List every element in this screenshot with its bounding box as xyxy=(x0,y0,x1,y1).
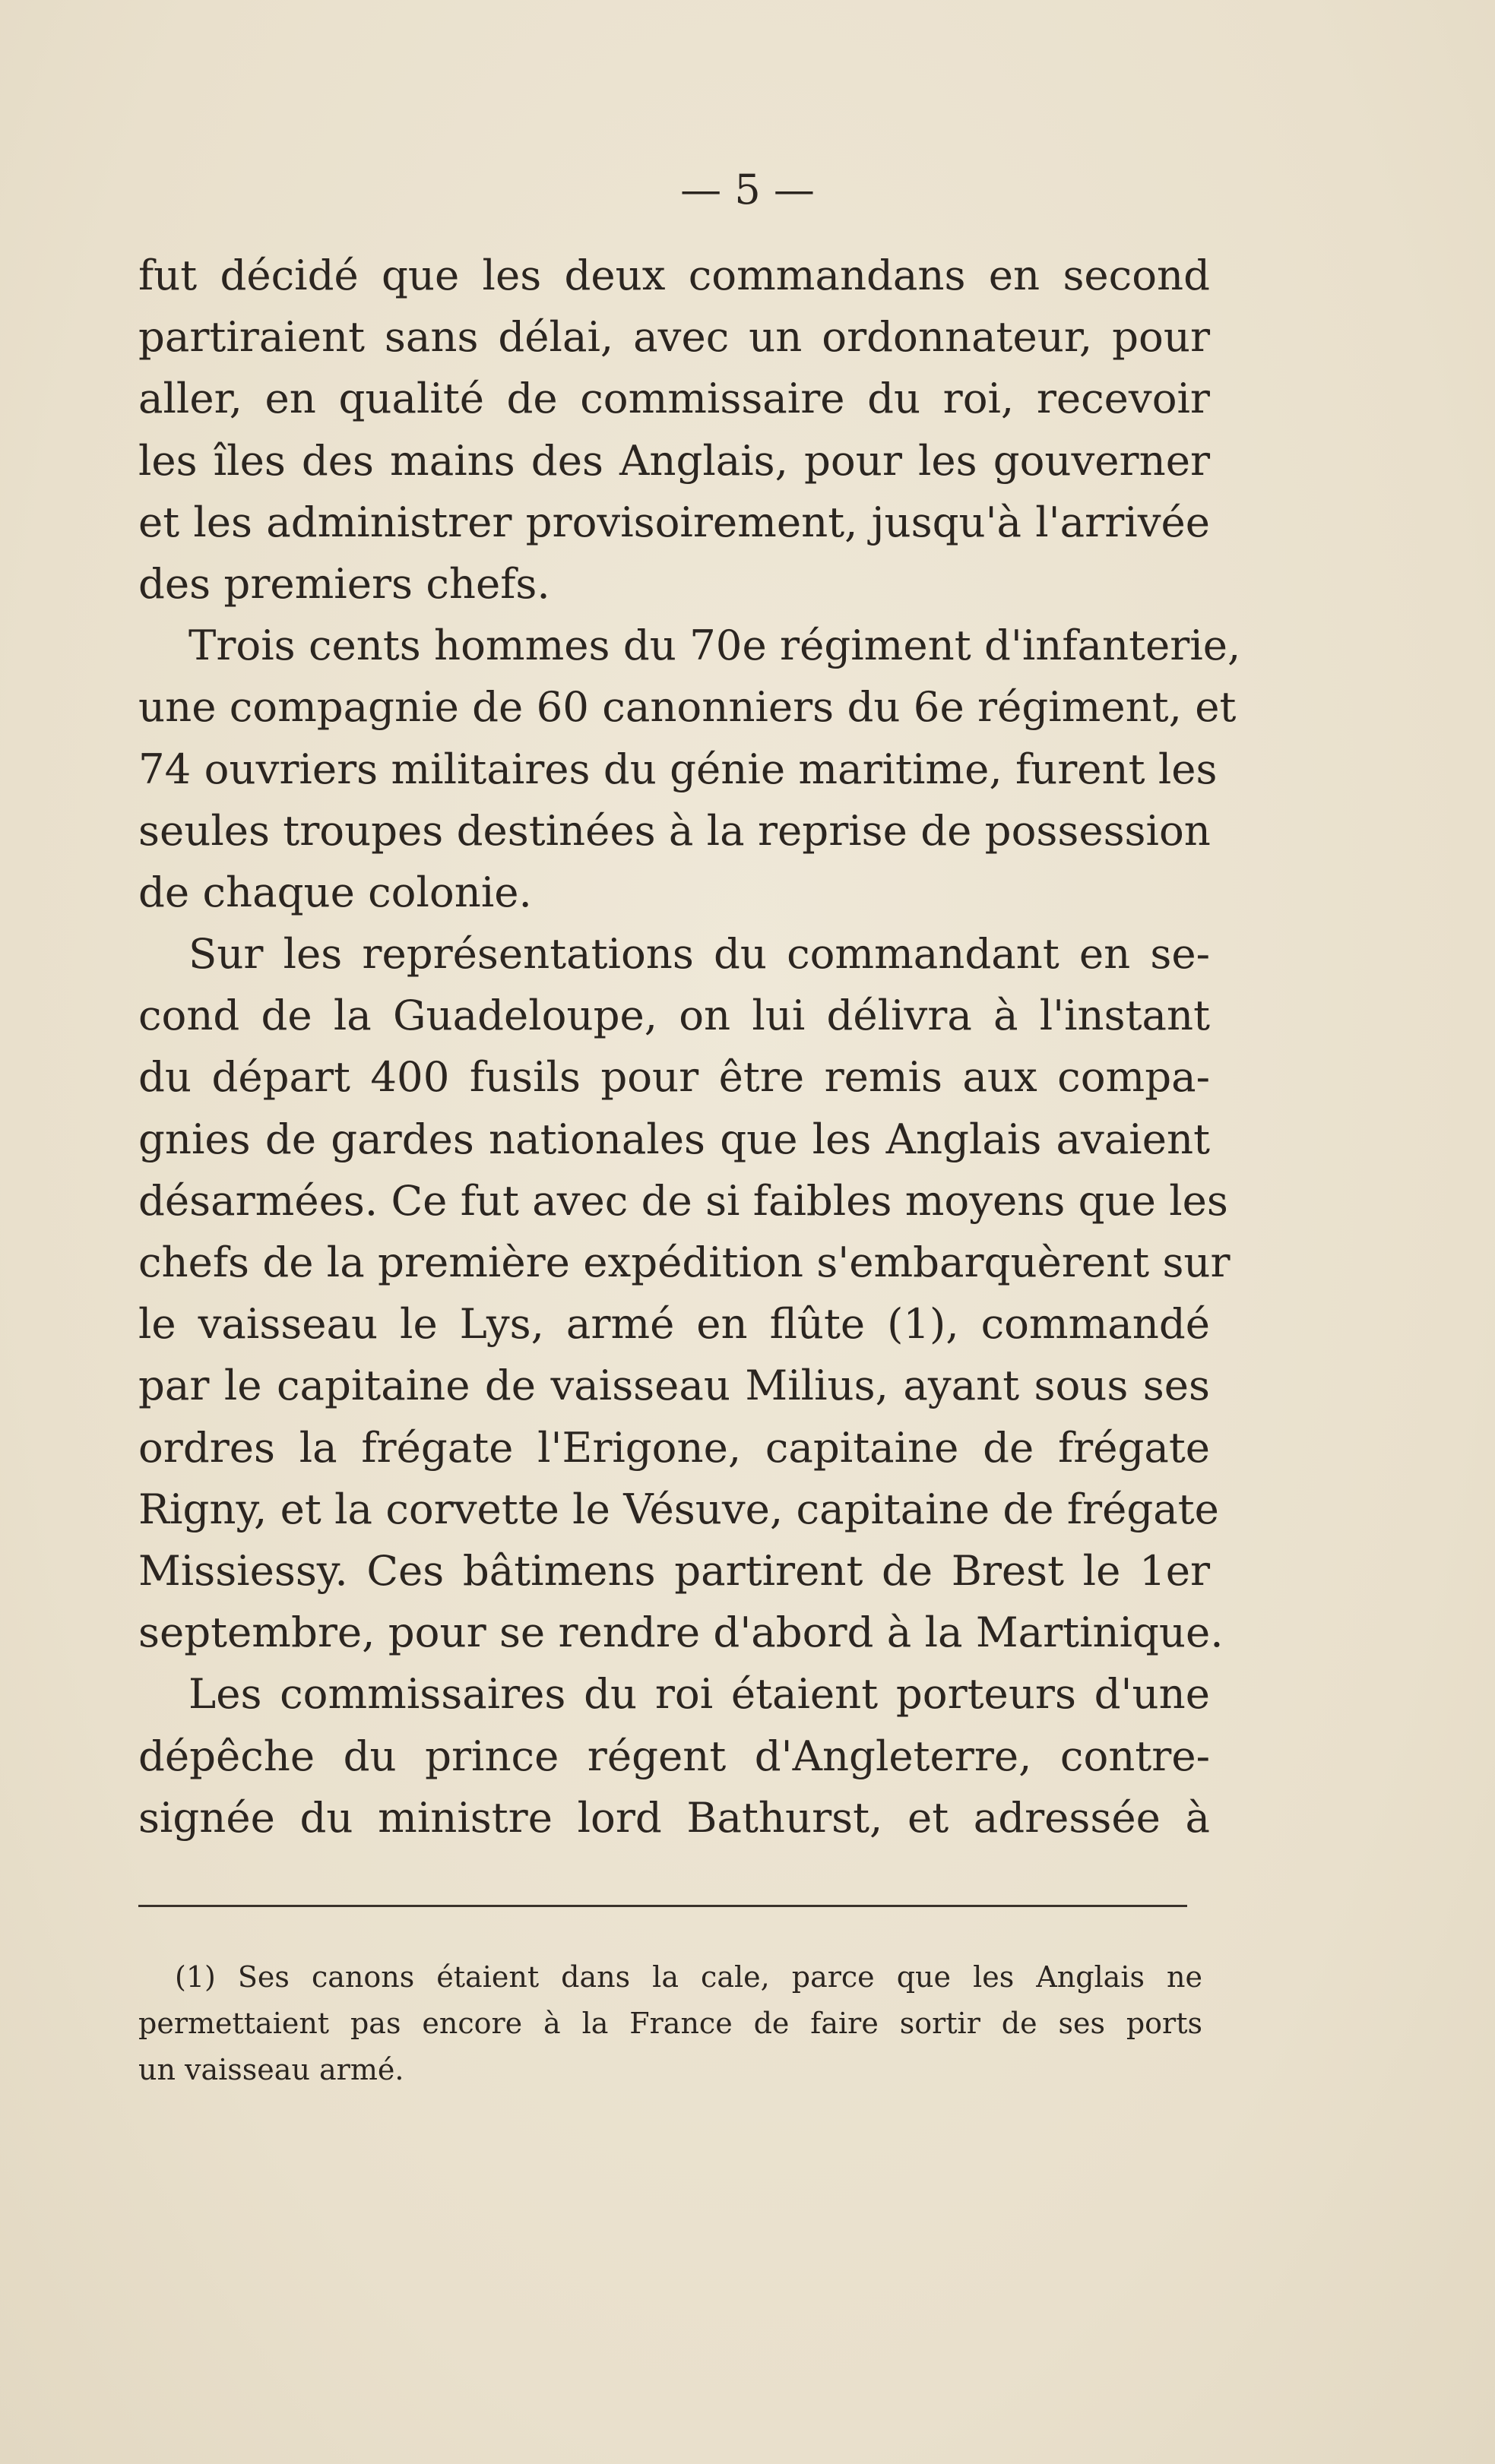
text-line: dépêche du prince régent d'Angleterre, contre- xyxy=(138,1731,1210,1780)
text-line: septembre, pour se rendre d'abord à la Martinique. xyxy=(138,1608,1224,1657)
footnote xyxy=(138,1954,1202,2093)
text-line: seules troupes destinées à la reprise de possession xyxy=(138,805,1211,855)
footnote-line: un vaisseau armé. xyxy=(138,2053,404,2086)
text-line: ordres la frégate l'Erigone, capitaine de frégate xyxy=(138,1422,1210,1472)
text-line: Rigny, et la corvette le Vésuve, capitaine de frégate xyxy=(138,1484,1219,1533)
text-line: signée du ministre lord Bathurst, et adressée à xyxy=(138,1792,1210,1842)
text-line: le vaisseau le Lys, armé en flûte (1), commandé xyxy=(138,1299,1210,1349)
text-line: cond de la Guadeloupe, on lui délivra à l'instant xyxy=(138,991,1210,1040)
text-line: les îles des mains des Anglais, pour les gouverner xyxy=(138,435,1210,485)
text-line: Missiessy. Ces bâtimens partirent de Brest le 1er xyxy=(138,1545,1210,1595)
text-line: aller, en qualité de commissaire du roi, recevoir xyxy=(138,374,1210,423)
text-line: et les administrer provisoirement, jusqu'à l'arrivée xyxy=(138,497,1210,546)
text-line: Sur les représentations du commandant en se- xyxy=(188,929,1210,979)
text-line: 74 ouvriers militaires du génie maritime, furent les xyxy=(138,744,1218,793)
text-line: Les commissaires du roi étaient porteurs d'une xyxy=(188,1669,1210,1719)
text-line: de chaque colonie. xyxy=(138,867,532,916)
text-line: partiraient sans délai, avec un ordonnateur, pour xyxy=(138,312,1210,362)
text-line: une compagnie de 60 canonniers du 6e régiment, et xyxy=(138,682,1237,732)
footnote-divider xyxy=(138,1905,1187,1907)
text-line: par le capitaine de vaisseau Milius, ayant sous ses xyxy=(138,1361,1210,1410)
text-line: fut décidé que les deux commandans en second xyxy=(138,251,1210,299)
text-line: du départ 400 fusils pour être remis aux compa- xyxy=(138,1052,1210,1102)
text-line: chefs de la première expédition s'embarquèrent sur xyxy=(138,1238,1231,1286)
page-number: — 5 — xyxy=(680,166,815,214)
text-line: Trois cents hommes du 70e régiment d'infanterie, xyxy=(188,621,1241,670)
body-text xyxy=(138,245,1241,1849)
text-line: des premiers chefs. xyxy=(138,558,550,608)
footnote-line: (1) Ses canons étaient dans la cale, parce que les Anglais ne xyxy=(175,1960,1202,1994)
text-line: désarmées. Ce fut avec de si faibles moyens que les xyxy=(138,1175,1228,1225)
footnote-line: permettaient pas encore à la France de faire sortir de ses ports xyxy=(138,2007,1202,2040)
text-line: gnies de gardes nationales que les Anglais avaient xyxy=(138,1114,1210,1163)
